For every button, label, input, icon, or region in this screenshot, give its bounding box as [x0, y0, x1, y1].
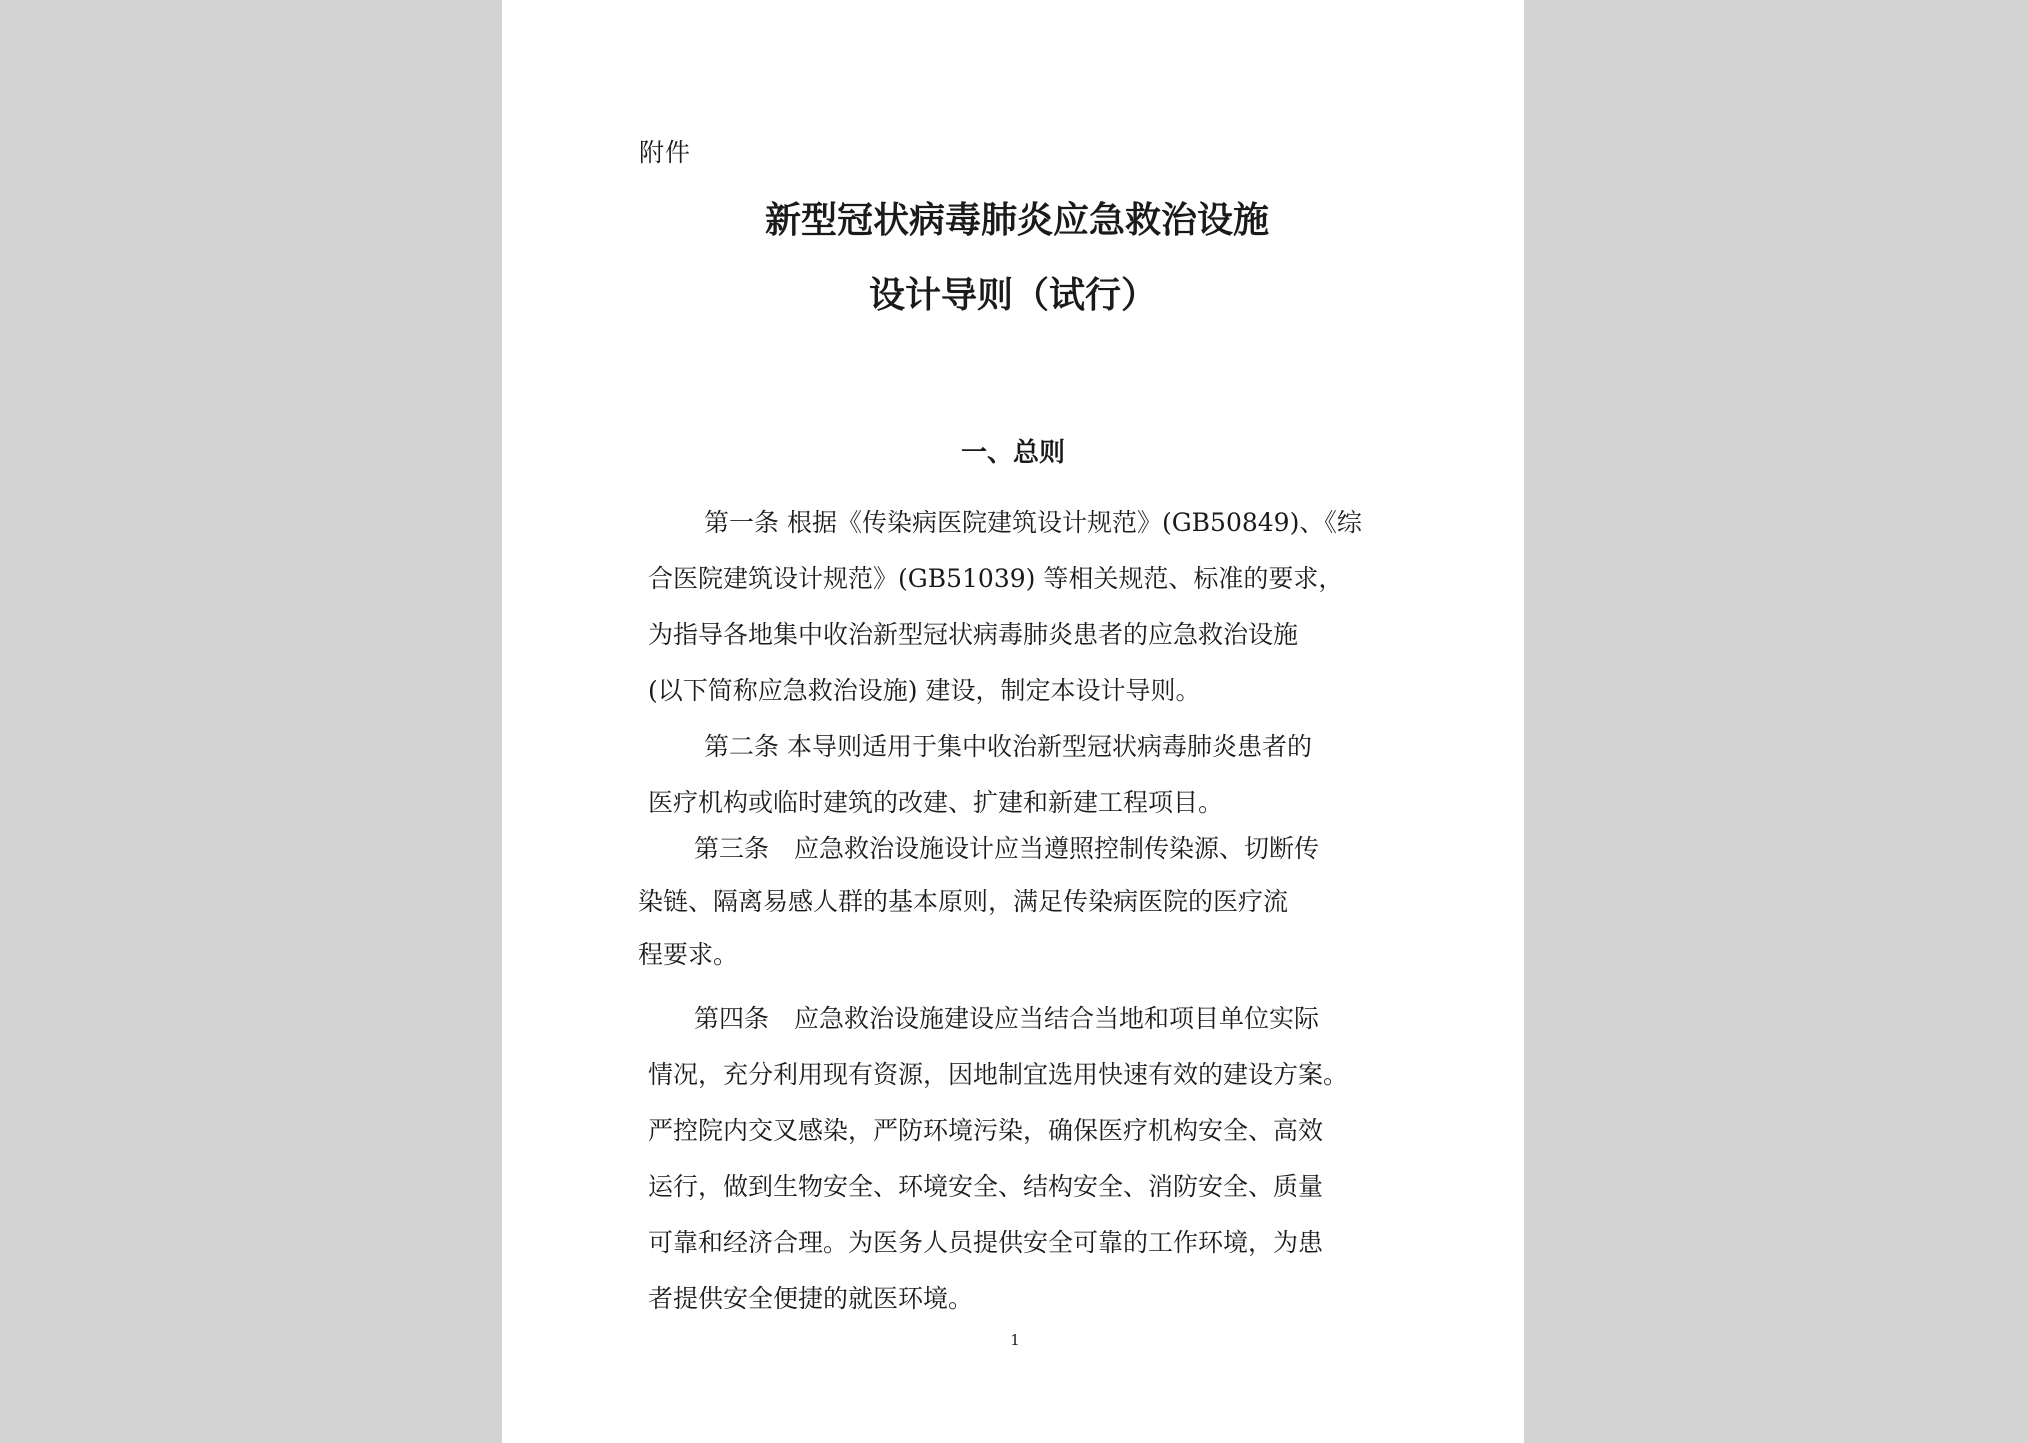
article-3-line: 第三条 应急救治设施设计应当遵照控制传染源、切断传: [694, 834, 1320, 863]
article-4-line: 运行，做到生物安全、环境安全、结构安全、消防安全、质量: [648, 1172, 1324, 1201]
article-2-line: 第二条 本导则适用于集中收治新型冠状病毒肺炎患者的: [704, 732, 1312, 761]
annex-label: 附件: [639, 138, 692, 167]
article-2-line: 医疗机构或临时建筑的改建、扩建和新建工程项目。: [648, 788, 1224, 817]
document-title-line-2: 设计导则（试行）: [868, 275, 1157, 316]
page-number: 1: [1010, 1331, 1020, 1349]
article-1-line: 为指导各地集中收治新型冠状病毒肺炎患者的应急救治设施: [648, 620, 1299, 649]
article-4-line: 严控院内交叉感染，严防环境污染，确保医疗机构安全、高效: [648, 1116, 1324, 1145]
document-page: [502, 0, 1524, 1443]
article-4-line: 情况，充分利用现有资源，因地制宜选用快速有效的建设方案。: [648, 1060, 1349, 1089]
document-title-line-1: 新型冠状病毒肺炎应急救治设施: [764, 200, 1269, 241]
article-1-line: 第一条 根据《传染病医院建筑设计规范》(GB50849)、《综: [704, 508, 1362, 537]
article-3-line: 程要求。: [638, 940, 739, 969]
article-3-line: 染链、隔离易感人群的基本原则，满足传染病医院的医疗流: [638, 887, 1289, 916]
article-4-line: 者提供安全便捷的就医环境。: [648, 1284, 974, 1313]
article-4-line: 可靠和经济合理。为医务人员提供安全可靠的工作环境，为患: [648, 1228, 1324, 1257]
article-4-line: 第四条 应急救治设施建设应当结合当地和项目单位实际: [694, 1004, 1320, 1033]
article-1-line: (以下简称应急救治设施) 建设，制定本设计导则。: [648, 676, 1201, 705]
section-heading: 一、总则: [960, 438, 1065, 468]
article-1-line: 合医院建筑设计规范》(GB51039) 等相关规范、标准的要求，: [648, 564, 1344, 593]
